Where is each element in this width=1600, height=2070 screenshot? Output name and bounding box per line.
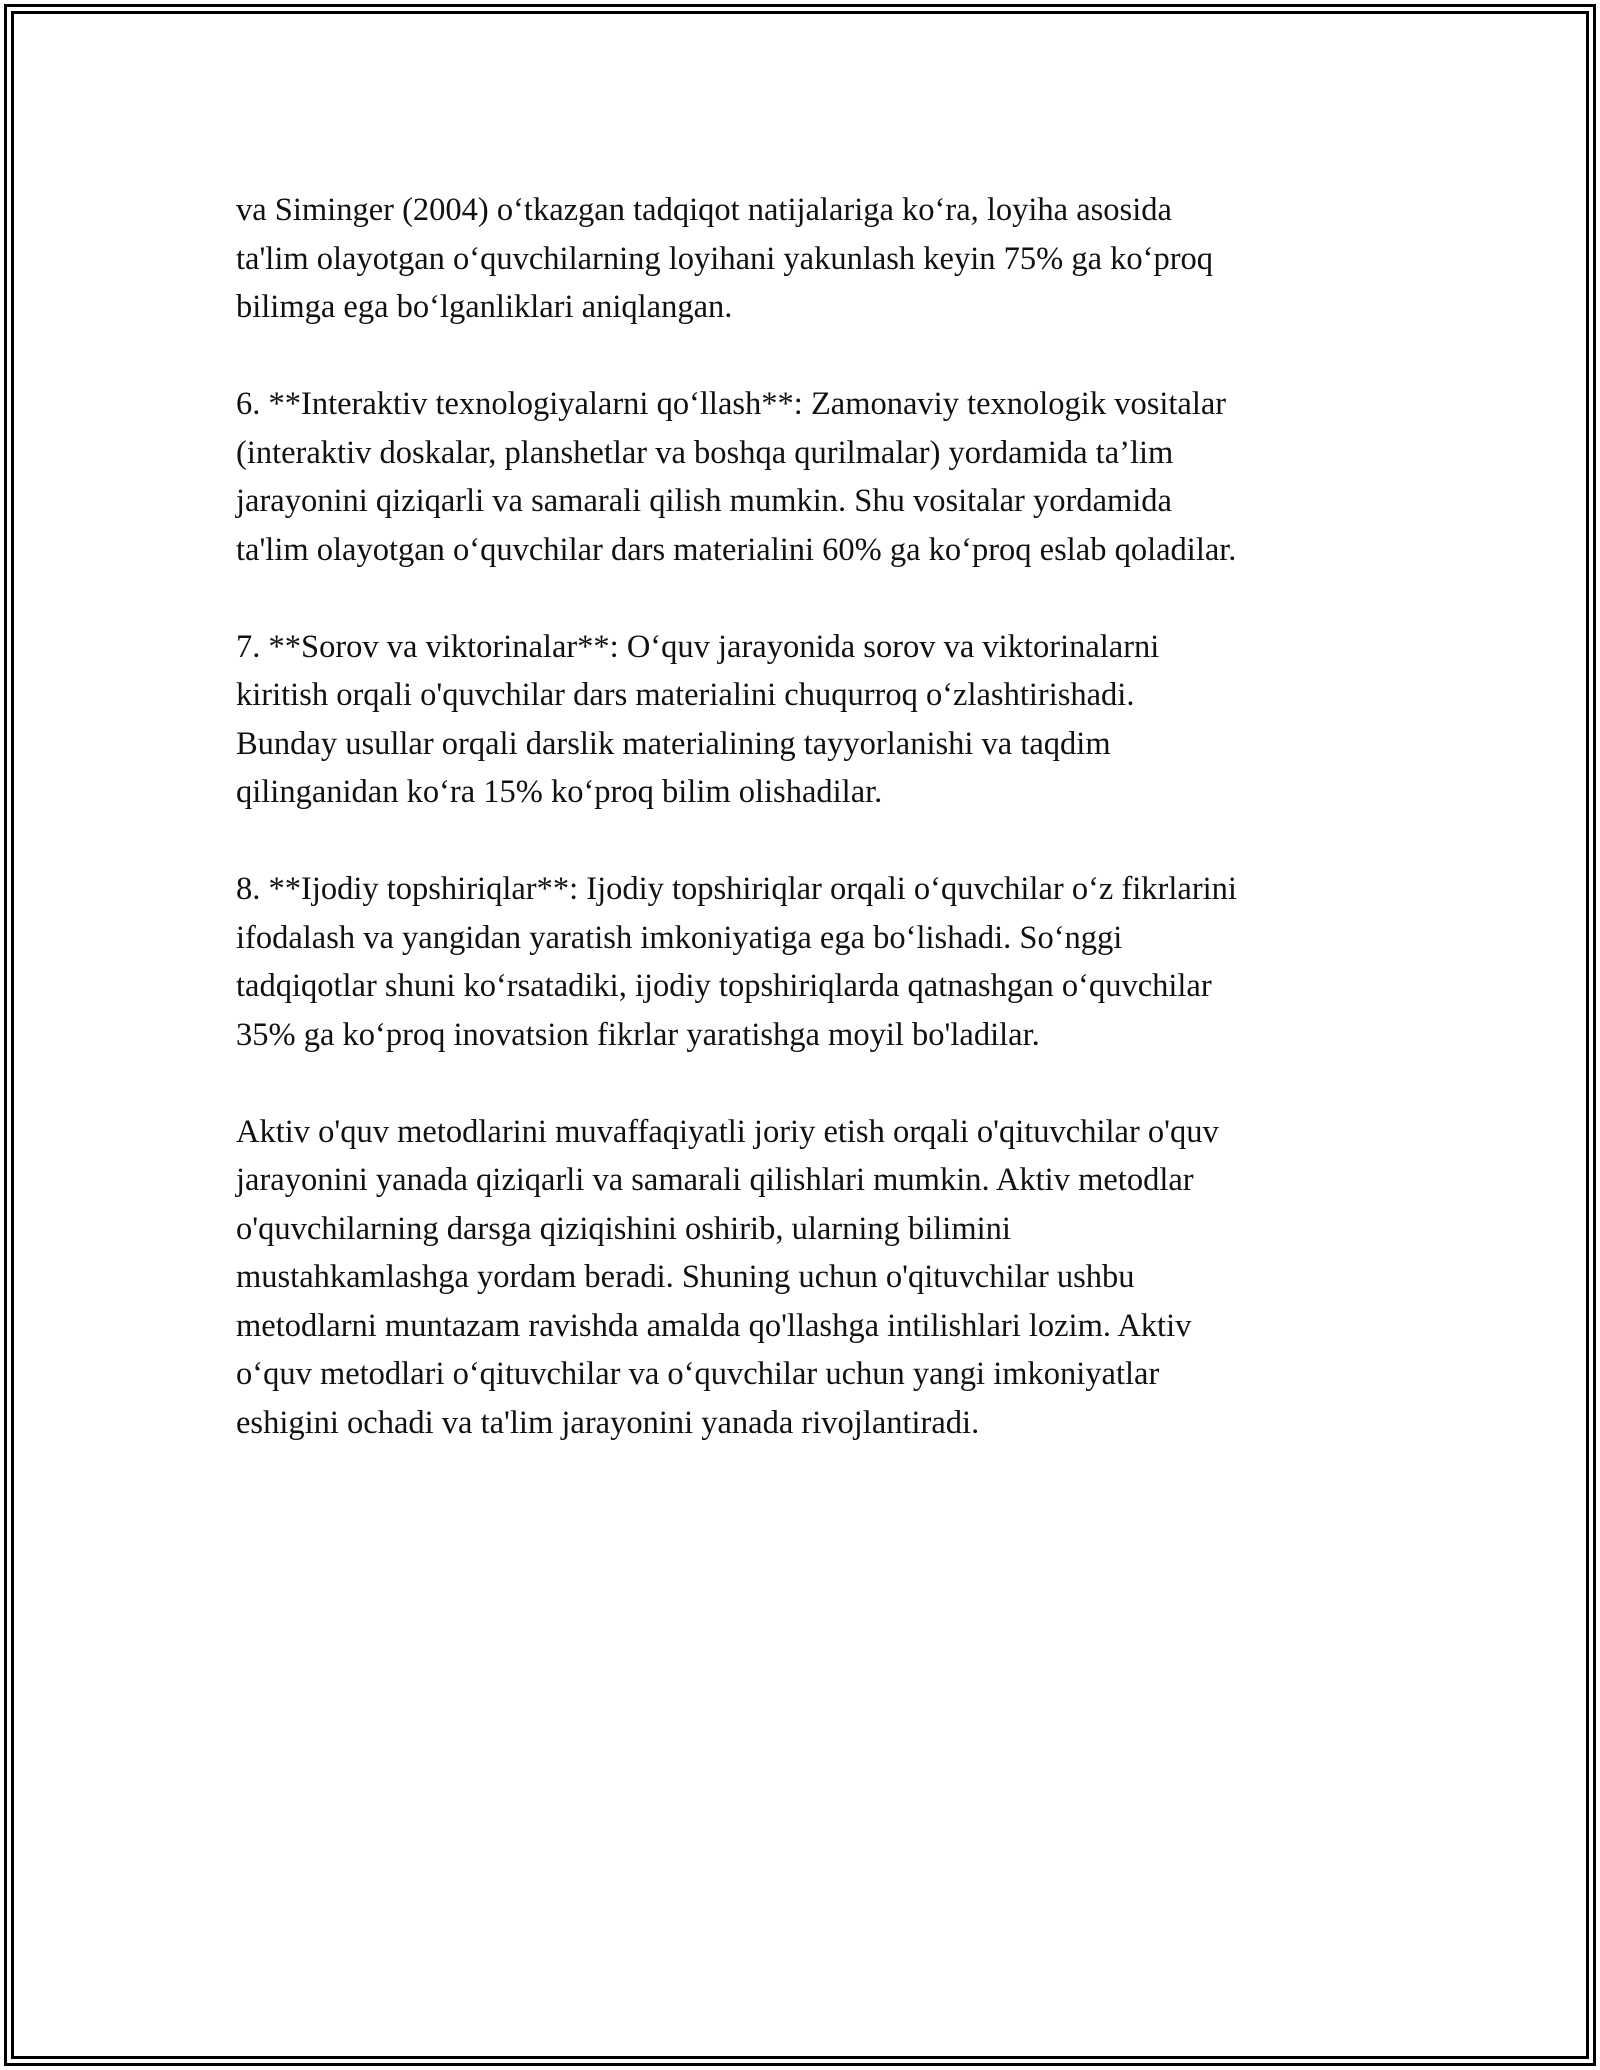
paragraph-item-7-surveys-quizzes — [236, 623, 1436, 817]
paragraph-item-8-creative-tasks — [236, 865, 1436, 1059]
text-line: 8. **Ijodiy topshiriqlar**: Ijodiy topshiriqlar orqali o‘quvchilar o‘z fikrlarini — [236, 871, 1237, 907]
text-line: va Siminger (2004) o‘tkazgan tadqiqot natijalariga ko‘ra, loyiha asosida — [236, 192, 1172, 228]
text-line: ta'lim olayotgan o‘quvchilar dars materialini 60% ga ko‘proq eslab qoladilar. — [236, 531, 1237, 568]
text-line: ta'lim olayotgan o‘quvchilarning loyihani yakunlash keyin 75% ga ko‘proq — [236, 240, 1214, 277]
text-line: 7. **Sorov va viktorinalar**: O‘quv jarayonida sorov va viktorinalarni — [236, 628, 1160, 665]
text-line: qilinganidan ko‘ra 15% ko‘proq bilim olishadilar. — [236, 774, 883, 810]
paragraph-item-6-interactive-technologies — [236, 380, 1436, 574]
paragraph-research-findings — [236, 186, 1436, 332]
text-line: kiritish orqali o'quvchilar dars materialini chuqurroq o‘zlashtirishadi. — [236, 677, 1135, 713]
paragraph-conclusion — [236, 1108, 1436, 1448]
text-line: o'quvchilarning darsga qiziqishini oshirib, ularning bilimini — [236, 1210, 1011, 1247]
text-line: 6. **Interaktiv texnologiyalarni qo‘llash**: Zamonaviy texnologik vositalar — [236, 386, 1227, 422]
text-line: metodlarni muntazam ravishda amalda qo'llashga intilishlari lozim. Aktiv — [236, 1307, 1192, 1344]
text-line: o‘quv metodlari o‘qituvchilar va o‘quvchilar uchun yangi imkoniyatlar — [236, 1356, 1160, 1392]
text-line: 35% ga ko‘proq inovatsion fikrlar yaratishga moyil bo'ladilar. — [236, 1016, 1040, 1053]
text-line: bilimga ega bo‘lganliklari aniqlangan. — [236, 289, 733, 325]
text-line: (interaktiv doskalar, planshetlar va boshqa qurilmalar) yordamida ta’lim — [236, 434, 1174, 471]
text-line: Bunday usullar orqali darslik materialining tayyorlanishi va taqdim — [236, 725, 1111, 762]
text-line: tadqiqotlar shuni ko‘rsatadiki, ijodiy topshiriqlarda qatnashgan o‘quvchilar — [236, 968, 1212, 1004]
text-line: eshigini ochadi va ta'lim jarayonini yanada rivojlantiradi. — [236, 1404, 980, 1441]
text-line: ifodalash va yangidan yaratish imkoniyatiga ega bo‘lishadi. So‘nggi — [236, 919, 1123, 956]
text-line: jarayonini qiziqarli va samarali qilish mumkin. Shu vositalar yordamida — [236, 483, 1172, 519]
text-line: mustahkamlashga yordam beradi. Shuning uchun o'qituvchilar ushbu — [236, 1259, 1135, 1295]
text-line: jarayonini yanada qiziqarli va samarali qilishlari mumkin. Aktiv metodlar — [236, 1162, 1194, 1198]
text-line: Aktiv o'quv metodlarini muvaffaqiyatli joriy etish orqali o'qituvchilar o'quv — [236, 1113, 1219, 1150]
document-body — [236, 186, 1436, 1447]
